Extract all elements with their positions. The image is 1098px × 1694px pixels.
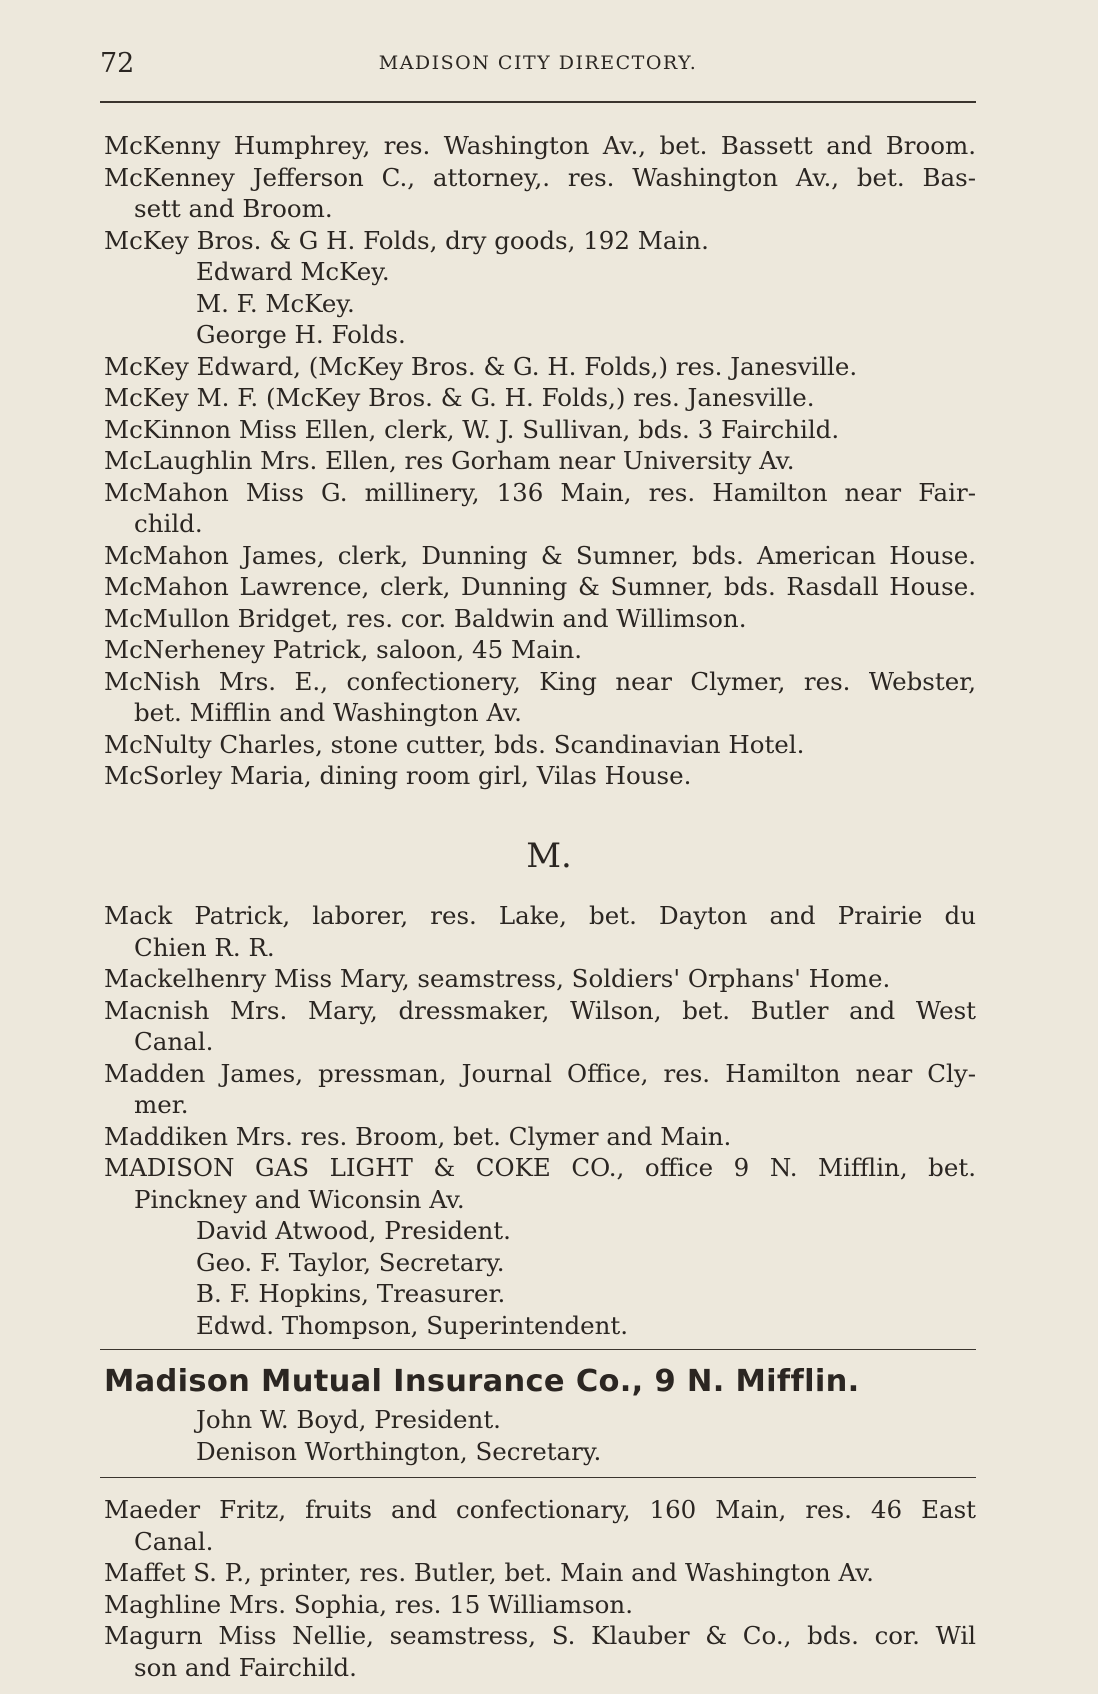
entries-block-ma — [104, 1494, 976, 1683]
directory-entry: McKinnon Miss Ellen, clerk, W. J. Sullivan, bds. 3 Fairchild. — [104, 414, 840, 444]
directory-entry: McNerheney Patrick, saloon, 45 Main. — [104, 635, 583, 664]
entry-sub-listing: David Atwood, President. — [196, 1216, 511, 1245]
ad-top-rule — [100, 1349, 976, 1350]
directory-entry: Mack Patrick, laborer, res. Lake, bet. Dayton and Prairie du — [104, 901, 976, 930]
directory-entry: McNish Mrs. E., confectionery, King near Clymer, res. Webster, — [104, 666, 976, 696]
entry-sub-listing: George H. Folds. — [196, 320, 406, 349]
entry-continuation: sett and Broom. — [134, 194, 333, 223]
directory-entry: McLaughlin Mrs. Ellen, res Gorham near University Av. — [104, 446, 795, 475]
directory-entry: McKey Bros. & G H. Folds, dry goods, 192 Main. — [104, 225, 709, 255]
directory-entry: Maghline Mrs. Sophia, res. 15 Williamson. — [104, 1589, 633, 1619]
section-letter: M. — [526, 836, 572, 876]
directory-entry: Maeder Fritz, fruits and confectionary, 160 Main, res. 46 East — [104, 1495, 976, 1524]
entry-continuation: child. — [134, 509, 203, 538]
entry-sub-listing: B. F. Hopkins, Treasurer. — [196, 1279, 506, 1308]
advertisement-block — [104, 1360, 976, 1467]
page-number: 72 — [100, 48, 135, 79]
advertisement-title: Madison Mutual Insurance Co., 9 N. Mifflin. — [104, 1364, 860, 1399]
header-rule — [100, 101, 976, 103]
entry-continuation: bet. Mifflin and Washington Av. — [134, 698, 522, 727]
directory-entry: Madden James, pressman, Journal Office, res. Hamilton near Cly- — [104, 1058, 976, 1088]
page-header — [100, 44, 976, 84]
directory-entry: McKey M. F. (McKey Bros. & G. H. Folds,) res. Janesville. — [104, 383, 815, 412]
entry-continuation: Canal. — [134, 1027, 214, 1056]
entry-sub-listing: Geo. F. Taylor, Secretary. — [196, 1247, 505, 1277]
entry-continuation: son and Fairchild. — [134, 1652, 357, 1682]
directory-entry: Mackelhenry Miss Mary, seamstress, Soldiers' Orphans' Home. — [104, 964, 891, 993]
directory-entry: Magurn Miss Nellie, seamstress, S. Klauber & Co., bds. cor. Wil — [104, 1621, 976, 1650]
advertisement-line: John W. Boyd, President. — [196, 1405, 501, 1434]
entry-continuation: Pinckney and Wiconsin Av. — [134, 1184, 465, 1214]
running-title: MADISON CITY DIRECTORY. — [378, 52, 698, 74]
directory-entry: McKenney Jefferson C., attorney,. res. Washington Av., bet. Bas- — [104, 162, 976, 192]
ad-bottom-rule — [100, 1477, 976, 1478]
entries-block-m — [104, 900, 976, 1341]
advertisement-line: Denison Worthington, Secretary. — [196, 1436, 602, 1466]
directory-entry: McSorley Maria, dining room girl, Vilas House. — [104, 761, 692, 790]
entry-sub-listing: M. F. McKey. — [196, 288, 355, 318]
entry-continuation: mer. — [134, 1090, 189, 1119]
directory-entry: McKey Edward, (McKey Bros. & G. H. Folds,) res. Janesville. — [104, 351, 858, 381]
directory-entry: McNulty Charles, stone cutter, bds. Scandinavian Hotel. — [104, 729, 805, 759]
entry-sub-listing: Edwd. Thompson, Superintendent. — [196, 1310, 629, 1340]
directory-entry: Maddiken Mrs. res. Broom, bet. Clymer and Main. — [104, 1121, 732, 1151]
directory-entry: Macnish Mrs. Mary, dressmaker, Wilson, bet. Butler and West — [104, 995, 976, 1025]
directory-entry: McMahon Miss G. millinery, 136 Main, res. Hamilton near Fair- — [104, 477, 976, 507]
directory-entry: MADISON GAS LIGHT & COKE CO., office 9 N. Mifflin, bet. — [104, 1153, 976, 1182]
entry-sub-listing: Edward McKey. — [196, 257, 390, 286]
entry-continuation: Chien R. R. — [134, 932, 275, 962]
directory-entry: McMahon Lawrence, clerk, Dunning & Sumner, bds. Rasdall House. — [104, 572, 976, 601]
directory-entry: Maffet S. P., printer, res. Butler, bet. Main and Washington Av. — [104, 1558, 874, 1587]
directory-entry: McMullon Bridget, res. cor. Baldwin and Willimson. — [104, 603, 747, 633]
entries-block-mc — [104, 130, 976, 792]
directory-entry: McMahon James, clerk, Dunning & Sumner, bds. American House. — [104, 540, 976, 570]
directory-entry: McKenny Humphrey, res. Washington Av., bet. Bassett and Broom. — [104, 131, 976, 160]
entry-continuation: Canal. — [134, 1526, 214, 1556]
